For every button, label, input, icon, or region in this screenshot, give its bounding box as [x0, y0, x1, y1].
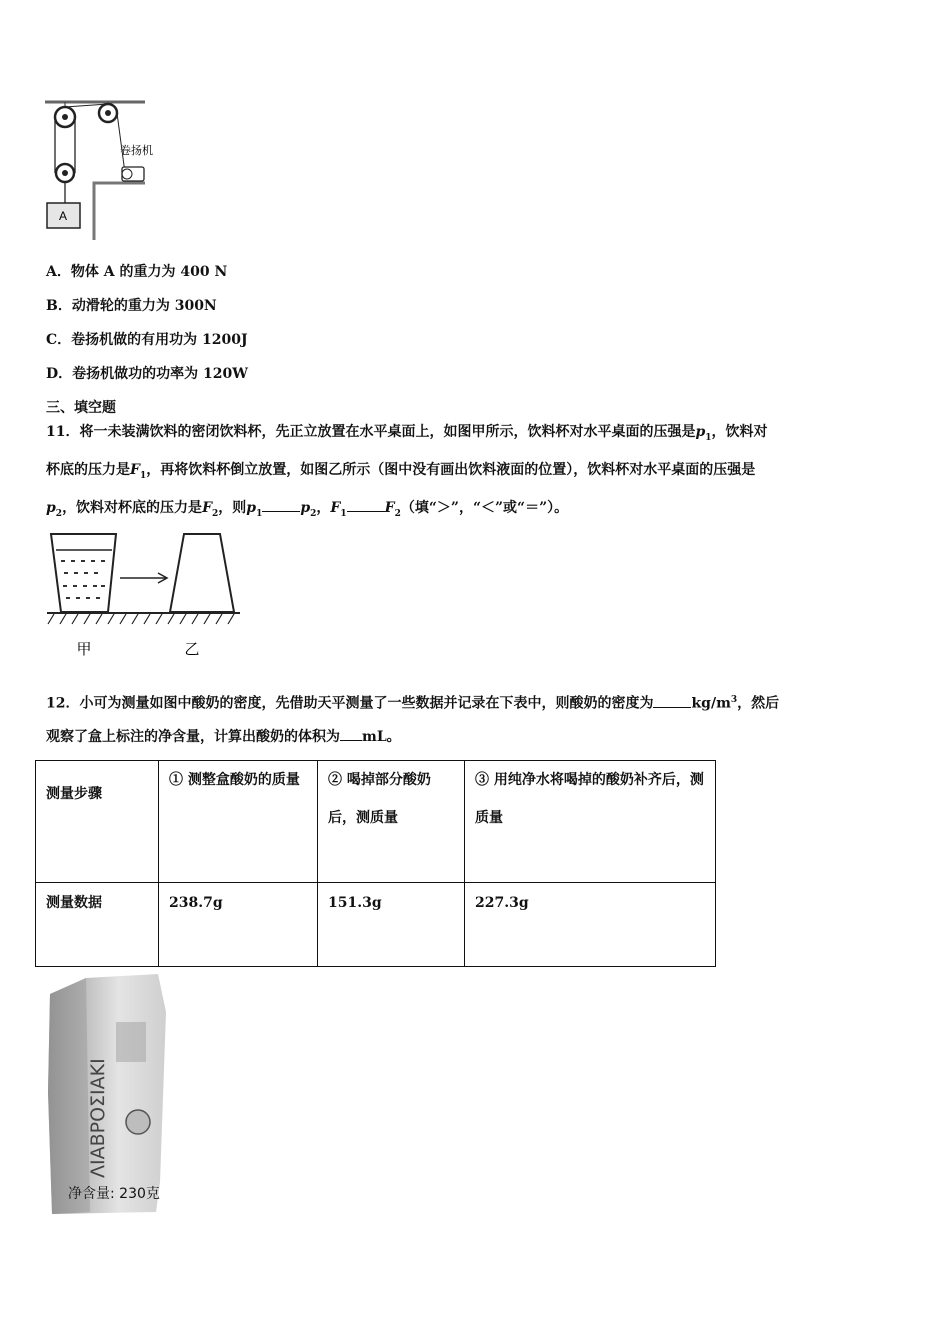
net-content-label: 净含量: 230克	[68, 1186, 160, 1202]
label-jia: 甲	[76, 640, 92, 658]
pulley-system-figure	[40, 95, 180, 245]
cups-figure	[44, 530, 244, 660]
yogurt-brand-text: ΛΙΑΒΡΟΣΙΑΚΙ	[87, 1058, 109, 1178]
answer-blank-p[interactable]	[262, 499, 300, 512]
table-cell: 227.3g	[465, 883, 716, 967]
question-12: 12．小可为测量如图中酸奶的密度，先借助天平测量了一些数据并记录在下表中，则酸奶的密度为 $kg/m^3$，然后 观察了盒上标注的净含量，计算出酸奶的体积为 mL。	[46, 695, 780, 745]
table-row	[36, 883, 716, 967]
table-row	[36, 761, 716, 883]
block-a-label: A	[58, 209, 68, 223]
table-cell: 测量步骤	[36, 761, 159, 883]
answer-blank-f[interactable]	[347, 499, 385, 512]
yogurt-box-photo	[46, 972, 171, 1217]
option-d: D．卷扬机做功的功率为 120W	[46, 366, 248, 382]
label-yi: 乙	[184, 640, 200, 658]
table-cell: ③ 用纯净水将喝掉的酸奶补齐后，测质量	[465, 761, 716, 883]
answer-blank-volume[interactable]	[340, 728, 362, 741]
option-b: B．动滑轮的重力为 300N	[46, 298, 217, 314]
table-cell: 238.7g	[159, 883, 318, 967]
question-11: 11．将一未装满饮料的密闭饮料杯，先正立放置在水平桌面上，如图甲所示，饮料杯对水平桌面的压强是$p_1$，饮料对 杯底的压力是$F_1$，再将饮料杯倒立放置，如图乙所示（图中没有画出饮料液面的位置），饮料杯对水平桌面的压强是 $p_2$，饮料对杯底的压力是$F_2$，则$p_1$ $p_2$，$F_1$ $F_2$（填“＞”，“＜”或“＝”）。	[46, 424, 768, 519]
crane-label: 卷扬机	[120, 144, 153, 157]
option-a: A．物体 A 的重力为 400 N	[46, 264, 228, 280]
option-c: C．卷扬机做的有用功为 1200J	[46, 332, 248, 348]
table-cell: 测量数据	[36, 883, 159, 967]
table-cell: ① 测整盒酸奶的质量	[159, 761, 318, 883]
table-cell: 151.3g	[318, 883, 465, 967]
table-cell: ② 喝掉部分酸奶后，测质量	[318, 761, 465, 883]
section-title: 三、填空题	[46, 400, 116, 416]
measurement-table	[35, 760, 716, 967]
answer-blank-density[interactable]	[653, 695, 691, 708]
